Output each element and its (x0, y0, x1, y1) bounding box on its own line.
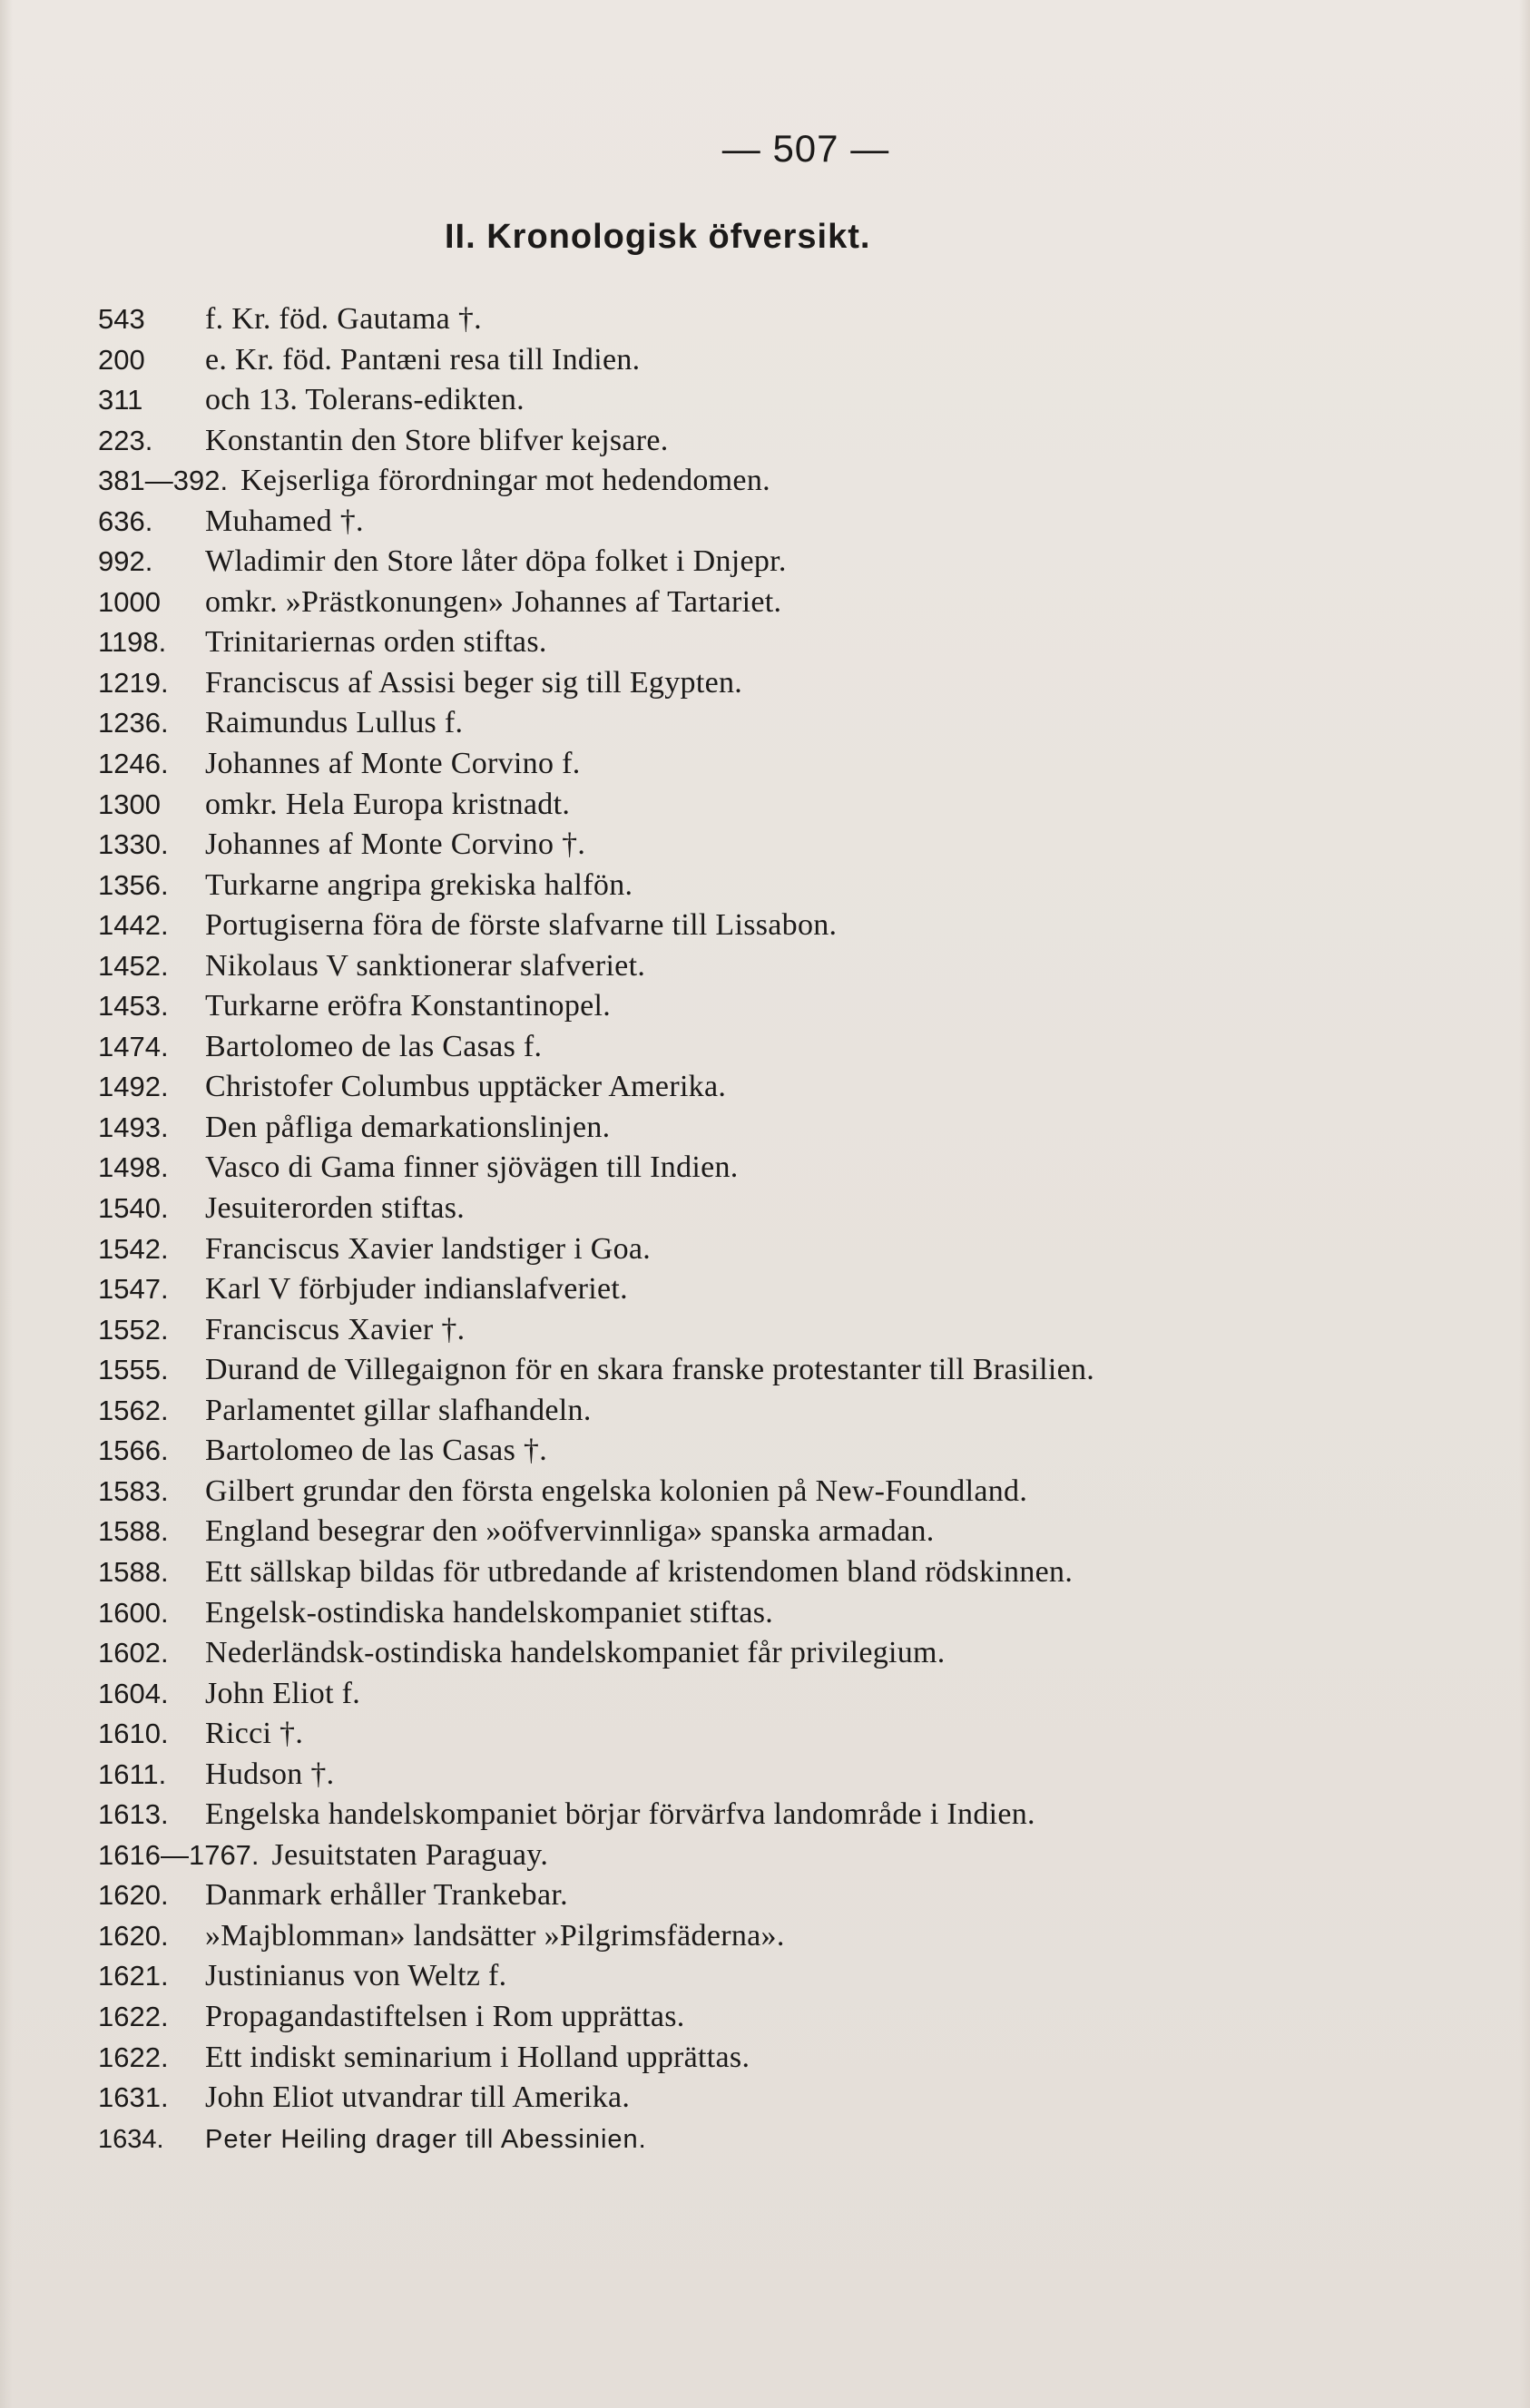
entry-date: 1198. (98, 626, 167, 659)
chronology-entry (98, 1067, 1459, 1108)
page-number: — 507 — (721, 127, 890, 170)
entry-date: 1621. (98, 1960, 169, 1992)
chronology-entry (98, 1714, 1459, 1755)
entry-text: Karl V förbjuder indianslafveriet. (205, 1272, 628, 1307)
entry-date: 1611. (98, 1757, 167, 1790)
entry-text: Johannes af Monte Corvino f. (205, 747, 581, 781)
chronology-entry (98, 582, 1459, 623)
chronology-entry (98, 502, 1459, 543)
chronology-list (98, 299, 1459, 2158)
entry-text: Trinitariernas orden stiftas. (205, 625, 547, 660)
page-edge-shadow-left (0, 0, 13, 2408)
entry-date: 992. (98, 545, 153, 578)
entry-date: 1552. (98, 1313, 169, 1346)
chronology-entry (98, 1027, 1459, 1068)
entry-text: Gilbert grundar den första engelska kolonien på New-Foundland. (205, 1473, 1028, 1508)
entry-text: Franciscus af Assisi beger sig till Egypten. (205, 665, 743, 700)
entry-date: 1588. (98, 1555, 169, 1588)
chronology-entry (98, 1512, 1459, 1552)
entry-text: Nederländsk-ostindiska handelskompaniet får privilegium. (205, 1636, 946, 1670)
entry-text: f. Kr. föd. Gautama †. (205, 302, 482, 336)
entry-date: 1300 (98, 788, 161, 820)
entry-date: 1474. (98, 1030, 169, 1062)
entry-date: 1555. (98, 1354, 169, 1386)
entry-text: Jesuiterorden stiftas. (205, 1191, 466, 1226)
chronology-entry (98, 380, 1459, 421)
entry-date: 1547. (98, 1273, 169, 1306)
section-title: II. Kronologisk öfversikt. (445, 218, 871, 256)
entry-date: 1498. (98, 1151, 169, 1184)
entry-date: 1219. (98, 666, 169, 699)
chronology-entry (98, 1552, 1459, 1593)
entry-text: Franciscus Xavier landstiger i Goa. (205, 1231, 652, 1266)
chronology-entry (98, 785, 1459, 826)
entry-text: Vasco di Gama finner sjövägen till Indien. (205, 1150, 739, 1185)
entry-text: England besegrar den »oöfvervinnliga» spanska armadan. (205, 1514, 935, 1549)
entry-date: 311 (98, 384, 143, 416)
entry-date: 1634. (98, 2124, 164, 2154)
entry-date: 1492. (98, 1071, 169, 1103)
entry-text: Christofer Columbus upptäcker Amerika. (205, 1070, 727, 1104)
entry-text: Muhamed †. (205, 504, 364, 538)
chronology-entry (98, 1997, 1459, 2038)
entry-text: e. Kr. föd. Pantæni resa till Indien. (205, 342, 641, 377)
entry-date: 1562. (98, 1394, 169, 1426)
entry-text: Nikolaus V sanktionerar slafveriet. (205, 948, 646, 983)
chronology-entry (98, 299, 1459, 340)
entry-text: Bartolomeo de las Casas †. (205, 1434, 548, 1468)
entry-text: omkr. »Prästkonungen» Johannes af Tartariet. (205, 584, 782, 619)
chronology-entry (98, 2078, 1459, 2119)
chronology-entry (98, 421, 1459, 462)
entry-date: 543 (98, 303, 145, 335)
chronology-entry (98, 663, 1459, 704)
chronology-entry (98, 825, 1459, 866)
entry-text: Engelsk-ostindiska handelskompaniet stiftas. (205, 1595, 774, 1630)
entry-date: 1620. (98, 1879, 169, 1912)
chronology-entry (98, 1795, 1459, 1835)
entry-text: Ett sällskap bildas för utbredande af kristendomen bland rödskinnen. (205, 1554, 1074, 1589)
entry-text: och 13. Tolerans-edikten. (205, 383, 525, 417)
chronology-entry (98, 1189, 1459, 1229)
chronology-entry (98, 622, 1459, 663)
entry-date: 1442. (98, 909, 169, 942)
chronology-entry (98, 1431, 1459, 1472)
entry-text: Johannes af Monte Corvino †. (205, 827, 586, 862)
chronology-entry (98, 744, 1459, 785)
entry-text: Peter Heiling drager till Abessinien. (205, 2124, 647, 2154)
entry-text: Turkarne eröfra Konstantinopel. (205, 989, 612, 1023)
entry-text: Portugiserna föra de förste slafvarne till Lissabon. (205, 908, 838, 943)
entry-date: 200 (98, 343, 145, 376)
entry-date: 1604. (98, 1677, 169, 1709)
entry-text: Raimundus Lullus f. (205, 706, 464, 740)
chronology-entry (98, 1108, 1459, 1149)
entry-text: »Majblomman» landsätter »Pilgrimsfäderna». (205, 1918, 785, 1953)
entry-text: Bartolomeo de las Casas f. (205, 1029, 543, 1063)
chronology-entry (98, 1269, 1459, 1310)
entry-date: 1236. (98, 707, 169, 739)
chronology-entry (98, 461, 1459, 502)
entry-date: 636. (98, 504, 153, 537)
entry-text: Justinianus von Weltz f. (205, 1959, 507, 1993)
entry-date: 1620. (98, 1919, 169, 1952)
entry-date: 1602. (98, 1637, 169, 1669)
entry-text: Ett indiskt seminarium i Holland upprättas. (205, 2040, 750, 2074)
chronology-entry (98, 2038, 1459, 2079)
chronology-entry (98, 946, 1459, 987)
chronology-entry (98, 1229, 1459, 1270)
entry-text: Wladimir den Store låter döpa folket i Dnjepr. (205, 544, 787, 579)
chronology-entry (98, 1472, 1459, 1512)
chronology-entry (98, 542, 1459, 582)
entry-date: 1566. (98, 1434, 169, 1467)
entry-date: 1000 (98, 585, 161, 618)
entry-date: 1542. (98, 1232, 169, 1265)
chronology-entry (98, 1755, 1459, 1796)
chronology-entry (98, 703, 1459, 744)
chronology-entry (98, 866, 1459, 906)
entry-date: 1330. (98, 828, 169, 861)
entry-date: 1616—1767. (98, 1838, 260, 1871)
entry-text: omkr. Hela Europa kristnadt. (205, 787, 571, 821)
entry-date: 1453. (98, 990, 169, 1023)
chronology-entry (98, 1835, 1459, 1876)
chronology-entry (98, 1633, 1459, 1674)
chronology-entry (98, 1956, 1459, 1997)
page-edge-shadow-right (1519, 0, 1530, 2408)
entry-text: Ricci †. (205, 1717, 304, 1751)
entry-date: 1622. (98, 2000, 169, 2032)
entry-date: 1246. (98, 748, 169, 780)
entry-date: 1452. (98, 949, 169, 982)
entry-date: 1631. (98, 2081, 169, 2114)
entry-text: Parlamentet gillar slafhandeln. (205, 1393, 592, 1427)
entry-date: 1600. (98, 1596, 169, 1629)
chronology-entry (98, 905, 1459, 946)
chronology-entry (98, 1310, 1459, 1351)
entry-date: 1613. (98, 1798, 169, 1831)
entry-date: 1588. (98, 1515, 169, 1548)
entry-text: Durand de Villegaignon för en skara franske protestanter till Brasilien. (205, 1353, 1095, 1387)
entry-text: Den påfliga demarkationslinjen. (205, 1110, 611, 1144)
chronology-entry (98, 1350, 1459, 1391)
entry-text: Turkarne angripa grekiska halfön. (205, 867, 633, 902)
entry-text: Konstantin den Store blifver kejsare. (205, 423, 669, 457)
entry-date: 381—392. (98, 465, 229, 497)
entry-text: Franciscus Xavier †. (205, 1312, 466, 1346)
entry-date: 1583. (98, 1474, 169, 1507)
chronology-entry (98, 1674, 1459, 1715)
chronology-entry (98, 340, 1459, 381)
chronology-entry (98, 1593, 1459, 1634)
chronology-entry (98, 1148, 1459, 1189)
chronology-entry (98, 2119, 1459, 2159)
entry-date: 1622. (98, 2041, 169, 2073)
entry-date: 1356. (98, 868, 169, 901)
entry-text: Kejserliga förordningar mot hedendomen. (240, 464, 770, 498)
entry-text: John Eliot f. (205, 1676, 361, 1710)
entry-date: 1610. (98, 1718, 169, 1750)
entry-text: John Eliot utvandrar till Amerika. (205, 2080, 631, 2115)
entry-text: Hudson †. (205, 1757, 335, 1791)
entry-text: Jesuitstaten Paraguay. (271, 1837, 549, 1872)
chronology-entry (98, 1875, 1459, 1916)
entry-text: Propagandastiftelsen i Rom upprättas. (205, 1999, 685, 2033)
entry-date: 1540. (98, 1192, 169, 1225)
chronology-entry (98, 986, 1459, 1027)
chronology-entry (98, 1916, 1459, 1957)
entry-date: 1493. (98, 1111, 169, 1143)
entry-text: Engelska handelskompaniet börjar förvärfva landområde i Indien. (205, 1797, 1035, 1832)
entry-text: Danmark erhåller Trankebar. (205, 1878, 568, 1913)
chronology-entry (98, 1391, 1459, 1432)
entry-date: 223. (98, 424, 153, 456)
